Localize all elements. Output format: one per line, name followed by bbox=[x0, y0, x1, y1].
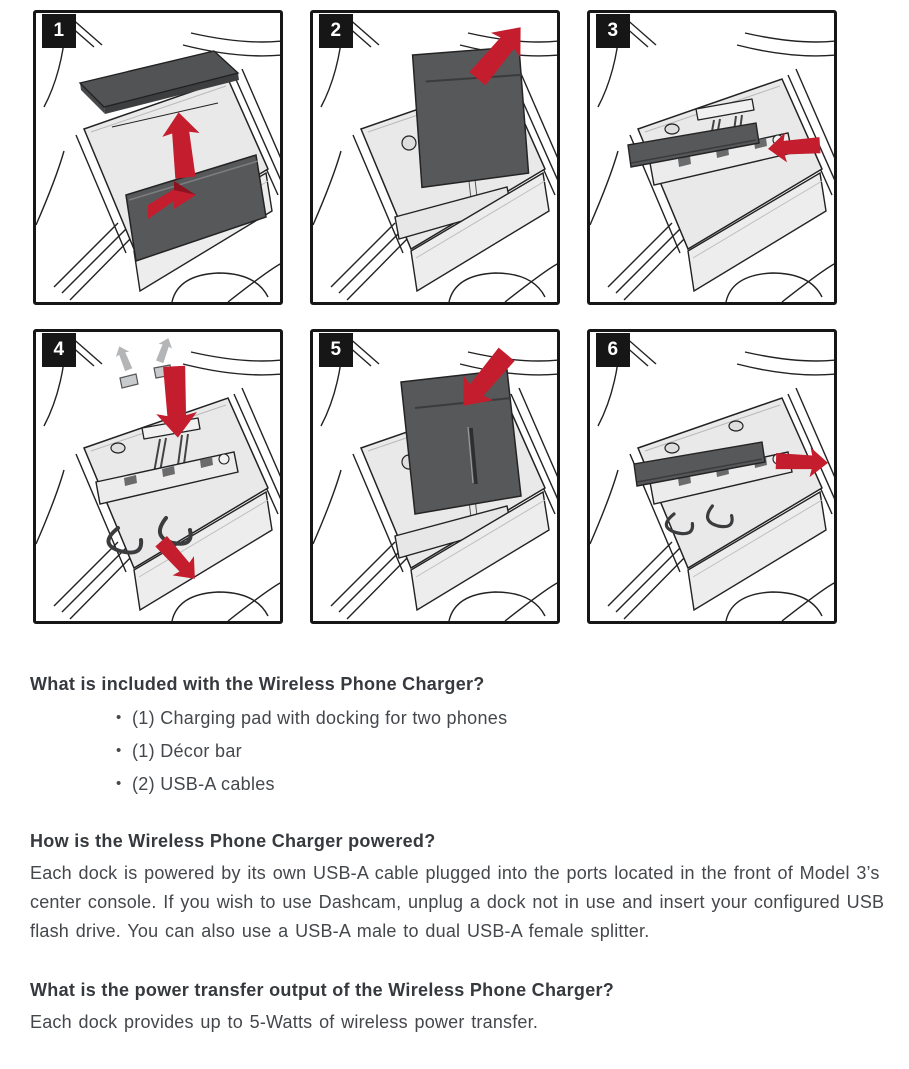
list-item: • (2) USB-A cables bbox=[132, 771, 906, 797]
charging-dock-panel bbox=[408, 43, 533, 191]
step-2-illustration bbox=[313, 13, 557, 302]
step-1-illustration bbox=[36, 13, 280, 302]
faq-answer-power-output: Each dock provides up to 5-Watts of wireless power transfer. bbox=[30, 1012, 539, 1032]
faq-heading-included: What is included with the Wireless Phone Charger? bbox=[30, 674, 485, 694]
charging-dock-panel bbox=[401, 370, 521, 514]
step-number-badge: 4 bbox=[42, 333, 76, 367]
step-panel-4 bbox=[33, 329, 283, 624]
installation-steps-figure bbox=[33, 10, 909, 624]
step-3-illustration bbox=[590, 13, 834, 302]
faq-answer-powered: Each dock is powered by its own USB-A cable plugged into the ports located in the front of Model 3’s center console. If you wish to use Dashcam, unplug a dock not in use and insert your configured USB flash drive. You can also use a USB-A male to dual USB-A female splitter. bbox=[30, 863, 885, 941]
faq-heading-power-output: What is the power transfer output of the Wireless Phone Charger? bbox=[30, 980, 615, 1000]
step-number-badge: 5 bbox=[319, 333, 353, 367]
faq-heading-powered: How is the Wireless Phone Charger powered? bbox=[30, 831, 436, 851]
list-item: • (1) Charging pad with docking for two phones bbox=[132, 705, 906, 731]
step-panel-6 bbox=[587, 329, 837, 624]
list-item: • (1) Décor bar bbox=[132, 738, 906, 764]
step-panel-3 bbox=[587, 10, 837, 305]
faq-section bbox=[30, 674, 906, 1037]
step-6-illustration bbox=[590, 332, 834, 621]
step-5-illustration bbox=[313, 332, 557, 621]
step-number-badge: 2 bbox=[319, 14, 353, 48]
arrow-up-left-gray-icon bbox=[113, 344, 136, 373]
included-items-list bbox=[30, 705, 906, 797]
step-number-badge: 1 bbox=[42, 14, 76, 48]
step-panel-5 bbox=[310, 329, 560, 624]
arrow-up-right-gray-icon bbox=[153, 336, 175, 365]
step-number-badge: 3 bbox=[596, 14, 630, 48]
step-panel-1 bbox=[33, 10, 283, 305]
step-number-badge: 6 bbox=[596, 333, 630, 367]
step-4-illustration bbox=[36, 332, 280, 621]
step-panel-2 bbox=[310, 10, 560, 305]
